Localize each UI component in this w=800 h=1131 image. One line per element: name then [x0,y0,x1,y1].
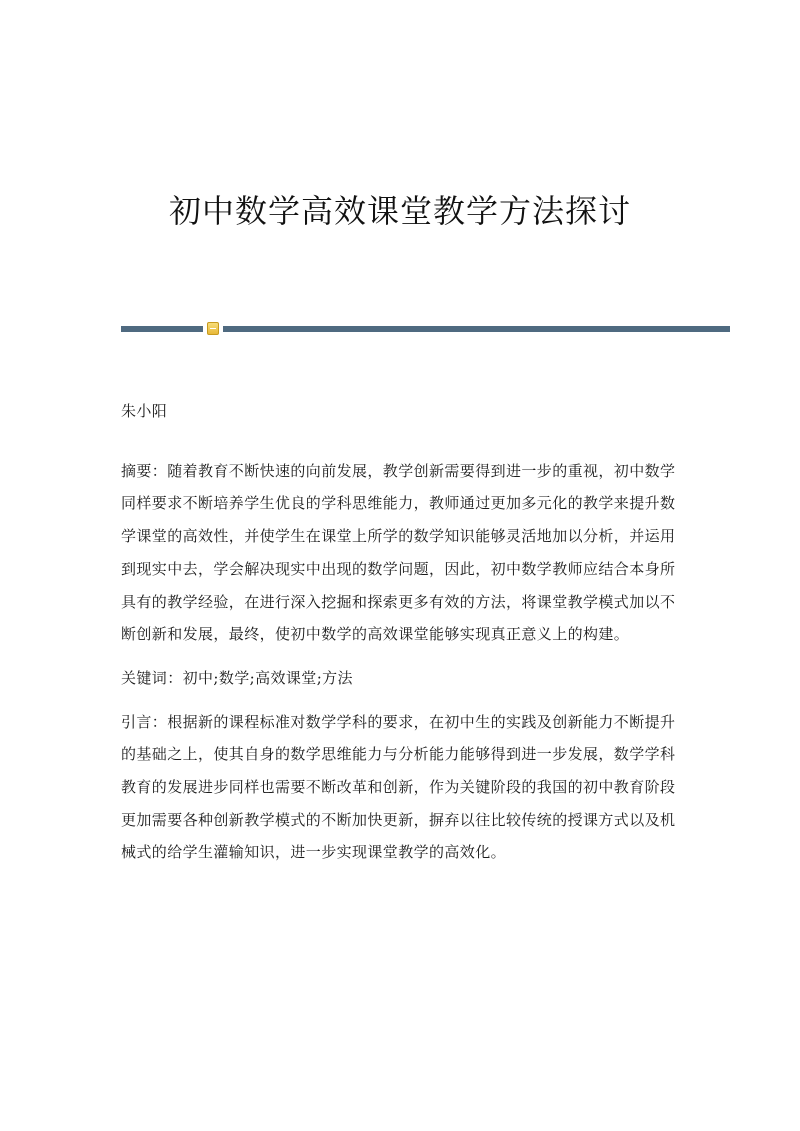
keywords-line: 关键词：初中;数学;高效课堂;方法 [121,668,353,687]
document-title: 初中数学高效课堂教学方法探讨 [168,192,631,230]
introduction-paragraph: 引言：根据新的课程标准对数学学科的要求，在初中生的实践及创新能力不断提升的基础之上，使其自身的数学思维能力与分析能力能够得到进一步发展，数学学科教育的发展进步同样也需要不断改革和创新，作为关键阶段的我国的初中教育阶段更加需要各种创新教学模式的不断加快更新，摒弃以往比较传统的授课方式以及机械式的给学生灌输知识，进一步实现课堂教学的高效化。 [121,712,676,862]
divider-right-bar [223,326,730,332]
document-body [121,395,681,880]
divider-left-bar [121,326,203,332]
document-badge-icon [207,322,219,335]
title-divider [121,325,730,333]
abstract-paragraph: 摘要：随着教育不断快速的向前发展，教学创新需要得到进一步的重视，初中数学同样要求不断培养学生优良的学科思维能力，教师通过更加多元化的教学来提升数学课堂的高效性，并使学生在课堂上所学的数学知识能够灵活地加以分析，并运用到现实中去，学会解决现实中出现的数学问题，因此，初中数学教师应结合本身所具有的教学经验，在进行深入挖掘和探索更多有效的方法，将课堂教学模式加以不断创新和发展，最终，使初中数学的高效课堂能够实现真正意义上的构建。 [121,461,676,644]
author-name: 朱小阳 [121,402,168,420]
